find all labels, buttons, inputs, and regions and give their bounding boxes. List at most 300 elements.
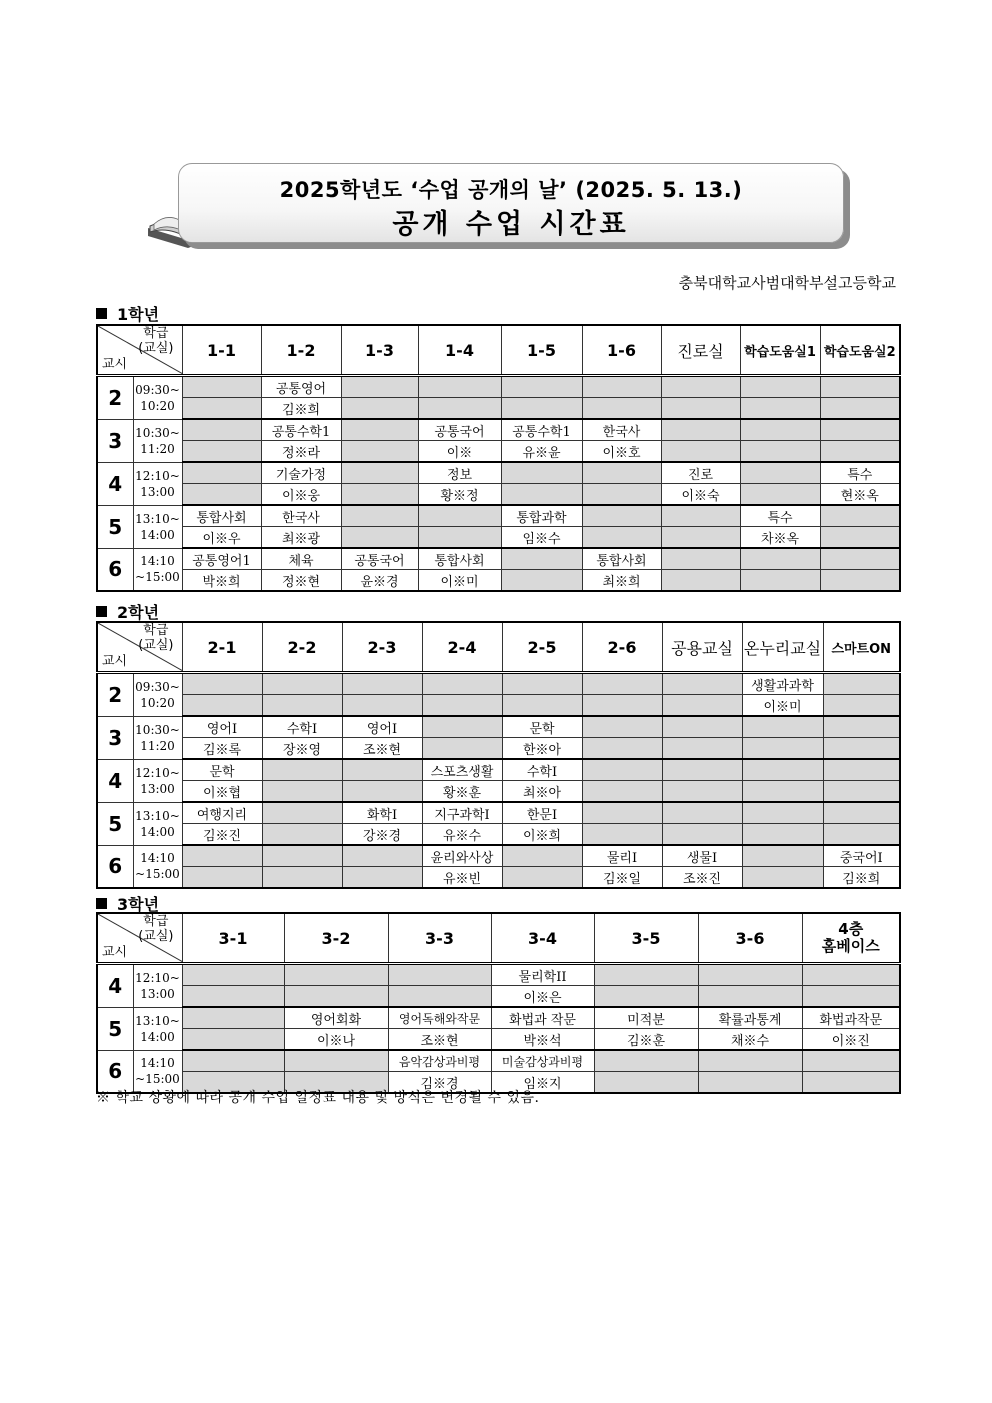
- table-row: [97, 986, 900, 1008]
- subject-cell: [662, 716, 742, 738]
- teacher-cell: [262, 781, 342, 803]
- column-header: 3-5: [594, 913, 698, 964]
- teacher-cell: [820, 570, 900, 592]
- column-header: 3-6: [698, 913, 802, 964]
- period-number: 3: [97, 716, 133, 759]
- teacher-cell: 이※희: [502, 824, 582, 846]
- subject-cell: 수학I: [502, 759, 582, 781]
- period-number: 6: [97, 548, 133, 591]
- subject-cell: 물리I: [582, 845, 662, 867]
- teacher-cell: [582, 781, 662, 803]
- period-number: 5: [97, 1007, 133, 1050]
- subject-cell: [661, 505, 740, 527]
- table-row: [97, 419, 900, 441]
- subject-cell: [501, 376, 582, 398]
- teacher-cell: [182, 1029, 284, 1051]
- teacher-cell: [661, 398, 740, 420]
- period-number: 4: [97, 462, 133, 505]
- subject-cell: 문학: [182, 759, 262, 781]
- teacher-cell: [342, 867, 422, 889]
- teacher-cell: [823, 738, 900, 760]
- subject-cell: 공통국어: [341, 548, 418, 570]
- teacher-cell: 황※정: [418, 484, 501, 506]
- subject-cell: [802, 964, 900, 986]
- subject-cell: 생활과과학: [742, 673, 823, 695]
- corner-label-period: 교시: [102, 945, 128, 960]
- subject-cell: 한문I: [502, 802, 582, 824]
- teacher-cell: [582, 398, 661, 420]
- subject-cell: [422, 716, 502, 738]
- teacher-cell: 장※영: [262, 738, 342, 760]
- teacher-cell: [698, 1072, 802, 1094]
- table-row: [97, 964, 900, 986]
- subject-cell: [820, 376, 900, 398]
- subject-cell: 통합사회: [582, 548, 661, 570]
- table-row: [97, 570, 900, 592]
- column-header: 2-2: [262, 622, 342, 673]
- column-header: 온누리교실: [742, 622, 823, 673]
- teacher-cell: [182, 986, 284, 1008]
- teacher-cell: [594, 986, 698, 1008]
- teacher-cell: [501, 398, 582, 420]
- table-row: [97, 484, 900, 506]
- teacher-cell: [582, 527, 661, 549]
- subject-cell: [502, 845, 582, 867]
- teacher-cell: 황※훈: [422, 781, 502, 803]
- column-header: 1-5: [501, 325, 582, 376]
- subject-cell: [262, 759, 342, 781]
- period-number: 4: [97, 759, 133, 802]
- subject-cell: 공통영어: [261, 376, 341, 398]
- grade1-heading: 1학년: [96, 302, 159, 325]
- subject-cell: [661, 419, 740, 441]
- subject-cell: 지구과학I: [422, 802, 502, 824]
- period-time: 14:10 ~15:00: [133, 1050, 182, 1093]
- table-row: [97, 376, 900, 398]
- teacher-cell: 조※현: [342, 738, 422, 760]
- subject-cell: [594, 1050, 698, 1072]
- subject-cell: [740, 376, 820, 398]
- teacher-cell: 이※미: [418, 570, 501, 592]
- subject-cell: [820, 505, 900, 527]
- subject-cell: [341, 505, 418, 527]
- subject-cell: 한국사: [261, 505, 341, 527]
- period-number: 3: [97, 419, 133, 462]
- teacher-cell: [182, 867, 262, 889]
- subject-cell: [182, 673, 262, 695]
- column-header: 4층 홈베이스: [802, 913, 900, 964]
- teacher-cell: [742, 738, 823, 760]
- table-row: [97, 505, 900, 527]
- column-header: 공용교실: [662, 622, 742, 673]
- subject-cell: [182, 419, 261, 441]
- subject-cell: [582, 505, 661, 527]
- teacher-cell: [740, 570, 820, 592]
- header-row: [97, 325, 900, 376]
- subject-cell: [418, 505, 501, 527]
- teacher-cell: 최※아: [502, 781, 582, 803]
- teacher-cell: 이※진: [802, 1029, 900, 1051]
- subject-cell: 물리학II: [491, 964, 594, 986]
- subject-cell: [823, 716, 900, 738]
- subject-cell: 통합과학: [501, 505, 582, 527]
- subject-cell: [802, 1050, 900, 1072]
- column-header: 진로실: [661, 325, 740, 376]
- table-row: [97, 845, 900, 867]
- teacher-cell: 유※빈: [422, 867, 502, 889]
- column-header: 1-3: [341, 325, 418, 376]
- subject-cell: 진로: [661, 462, 740, 484]
- subject-cell: [418, 376, 501, 398]
- period-number: 4: [97, 964, 133, 1008]
- teacher-cell: [740, 398, 820, 420]
- subject-cell: 체육: [261, 548, 341, 570]
- table-row: [97, 716, 900, 738]
- teacher-cell: [594, 1072, 698, 1094]
- subject-cell: 영어회화: [284, 1007, 388, 1029]
- subject-cell: [742, 759, 823, 781]
- corner-label-class: 학급 (교실): [138, 914, 174, 944]
- period-number: 5: [97, 505, 133, 548]
- teacher-cell: [820, 527, 900, 549]
- corner-cell: [97, 622, 182, 673]
- period-time: 10:30~ 11:20: [133, 716, 182, 759]
- subject-cell: 통합사회: [182, 505, 261, 527]
- grade3-table: [96, 912, 901, 1094]
- teacher-cell: [820, 398, 900, 420]
- subject-cell: 화법과 작문: [491, 1007, 594, 1029]
- teacher-cell: 박※희: [182, 570, 261, 592]
- subject-cell: [582, 673, 662, 695]
- subject-cell: [182, 1007, 284, 1029]
- teacher-cell: [418, 527, 501, 549]
- school-name: 충북대학교사범대학부설고등학교: [678, 274, 896, 292]
- teacher-cell: [662, 781, 742, 803]
- teacher-cell: [823, 824, 900, 846]
- teacher-cell: 이※미: [742, 695, 823, 717]
- teacher-cell: [182, 484, 261, 506]
- grade1-table: [96, 324, 901, 592]
- table-row: [97, 867, 900, 889]
- subject-cell: 영어독해와작문: [388, 1007, 491, 1029]
- column-header: 3-3: [388, 913, 491, 964]
- table-row: [97, 673, 900, 695]
- teacher-cell: [740, 441, 820, 463]
- teacher-cell: [662, 738, 742, 760]
- teacher-cell: 김※희: [261, 398, 341, 420]
- subject-cell: 확률과통계: [698, 1007, 802, 1029]
- period-number: 5: [97, 802, 133, 845]
- teacher-cell: [262, 824, 342, 846]
- teacher-cell: [341, 527, 418, 549]
- grade2-heading: 2학년: [96, 600, 159, 623]
- subject-cell: [182, 964, 284, 986]
- page-title: 공개 수업 시간표: [392, 209, 630, 240]
- subject-cell: [262, 802, 342, 824]
- subject-cell: [582, 759, 662, 781]
- period-time: 14:10 ~15:00: [133, 845, 182, 888]
- subject-cell: [262, 673, 342, 695]
- teacher-cell: 김※일: [582, 867, 662, 889]
- column-header: 2-6: [582, 622, 662, 673]
- teacher-cell: [501, 570, 582, 592]
- column-header: 2-1: [182, 622, 262, 673]
- subject-cell: [182, 845, 262, 867]
- teacher-cell: 윤※경: [341, 570, 418, 592]
- teacher-cell: 임※수: [501, 527, 582, 549]
- column-header: 1-6: [582, 325, 661, 376]
- subject-cell: [341, 419, 418, 441]
- teacher-cell: [582, 738, 662, 760]
- teacher-cell: [342, 695, 422, 717]
- subject-cell: [740, 462, 820, 484]
- teacher-cell: 김※록: [182, 738, 262, 760]
- subject-cell: 공통국어: [418, 419, 501, 441]
- teacher-cell: 이※나: [284, 1029, 388, 1051]
- teacher-cell: [823, 695, 900, 717]
- column-header: 3-2: [284, 913, 388, 964]
- teacher-cell: [262, 695, 342, 717]
- subject-cell: [342, 845, 422, 867]
- teacher-cell: [698, 986, 802, 1008]
- column-header: 1-1: [182, 325, 261, 376]
- subject-cell: [262, 845, 342, 867]
- teacher-cell: [388, 986, 491, 1008]
- teacher-cell: [661, 570, 740, 592]
- title-banner: [178, 163, 844, 243]
- period-time: 09:30~ 10:20: [133, 673, 182, 717]
- subject-cell: 여행지리: [182, 802, 262, 824]
- square-bullet-icon: [96, 308, 107, 319]
- subject-cell: 미적분: [594, 1007, 698, 1029]
- grade2-table: [96, 621, 901, 889]
- teacher-cell: 김※진: [182, 824, 262, 846]
- column-header: 3-1: [182, 913, 284, 964]
- teacher-cell: 박※석: [491, 1029, 594, 1051]
- subject-cell: [820, 419, 900, 441]
- corner-cell: [97, 913, 182, 964]
- subject-cell: [823, 759, 900, 781]
- header-row: [97, 913, 900, 964]
- table-row: [97, 824, 900, 846]
- period-time: 13:10~ 14:00: [133, 1007, 182, 1050]
- subject-cell: 중국어I: [823, 845, 900, 867]
- teacher-cell: [422, 695, 502, 717]
- table-row: [97, 738, 900, 760]
- teacher-cell: 정※라: [261, 441, 341, 463]
- subject-cell: 생물I: [662, 845, 742, 867]
- subject-cell: [582, 802, 662, 824]
- subject-cell: [422, 673, 502, 695]
- teacher-cell: [662, 824, 742, 846]
- teacher-cell: 조※진: [662, 867, 742, 889]
- subject-cell: 윤리와사상: [422, 845, 502, 867]
- teacher-cell: [502, 695, 582, 717]
- subject-cell: [182, 1050, 284, 1072]
- teacher-cell: 김※희: [823, 867, 900, 889]
- teacher-cell: 이※협: [182, 781, 262, 803]
- table-row: [97, 759, 900, 781]
- subject-cell: [342, 673, 422, 695]
- teacher-cell: [341, 484, 418, 506]
- teacher-cell: 유※수: [422, 824, 502, 846]
- teacher-cell: [742, 867, 823, 889]
- column-header: 2-4: [422, 622, 502, 673]
- subject-cell: [502, 673, 582, 695]
- teacher-cell: 현※옥: [820, 484, 900, 506]
- teacher-cell: [422, 738, 502, 760]
- subject-cell: [742, 716, 823, 738]
- footnote: ※ 학교 상황에 따라 공개 수업 일정표 내용 및 방식은 변경될 수 있음.: [96, 1090, 540, 1106]
- subject-cell: [388, 964, 491, 986]
- subject-cell: 음악감상과비평: [388, 1050, 491, 1072]
- period-number: 2: [97, 376, 133, 420]
- teacher-cell: [582, 484, 661, 506]
- subject-cell: [182, 462, 261, 484]
- subject-cell: 영어I: [182, 716, 262, 738]
- subject-cell: [740, 419, 820, 441]
- teacher-cell: 김※경: [388, 1072, 491, 1094]
- subject-cell: [662, 802, 742, 824]
- teacher-cell: 이※숙: [661, 484, 740, 506]
- subject-cell: [740, 548, 820, 570]
- subject-cell: 기술가정: [261, 462, 341, 484]
- teacher-cell: 이※웅: [261, 484, 341, 506]
- column-header: 1-2: [261, 325, 341, 376]
- subject-cell: [742, 845, 823, 867]
- teacher-cell: [823, 781, 900, 803]
- teacher-cell: [262, 867, 342, 889]
- subject-cell: 화법과작문: [802, 1007, 900, 1029]
- period-number: 6: [97, 845, 133, 888]
- column-header: 2-5: [502, 622, 582, 673]
- teacher-cell: [182, 441, 261, 463]
- table-row: [97, 1007, 900, 1029]
- subject-cell: 공통수학1: [501, 419, 582, 441]
- subject-cell: 화학I: [342, 802, 422, 824]
- teacher-cell: 김※훈: [594, 1029, 698, 1051]
- table-row: [97, 441, 900, 463]
- teacher-cell: 이※호: [582, 441, 661, 463]
- period-time: 13:10~ 14:00: [133, 802, 182, 845]
- subject-cell: [182, 376, 261, 398]
- column-header: 1-4: [418, 325, 501, 376]
- subject-cell: 공통수학1: [261, 419, 341, 441]
- subject-cell: [341, 376, 418, 398]
- subject-cell: 한국사: [582, 419, 661, 441]
- corner-label-period: 교시: [102, 357, 128, 372]
- header-row: [97, 622, 900, 673]
- subject-cell: 스포츠생활: [422, 759, 502, 781]
- period-time: 10:30~ 11:20: [133, 419, 182, 462]
- period-number: 6: [97, 1050, 133, 1093]
- corner-label-period: 교시: [102, 654, 128, 669]
- subject-cell: [582, 462, 661, 484]
- teacher-cell: [661, 527, 740, 549]
- teacher-cell: 채※수: [698, 1029, 802, 1051]
- table-row: [97, 462, 900, 484]
- period-time: 14:10 ~15:00: [133, 548, 182, 591]
- period-time: 12:10~ 13:00: [133, 964, 182, 1008]
- subject-cell: 통합사회: [418, 548, 501, 570]
- period-time: 13:10~ 14:00: [133, 505, 182, 548]
- subject-cell: [284, 964, 388, 986]
- teacher-cell: 유※윤: [501, 441, 582, 463]
- column-header: 학습도움실2: [820, 325, 900, 376]
- teacher-cell: 최※희: [582, 570, 661, 592]
- teacher-cell: 한※아: [502, 738, 582, 760]
- teacher-cell: [182, 695, 262, 717]
- table-row: [97, 1050, 900, 1072]
- period-time: 09:30~ 10:20: [133, 376, 182, 420]
- teacher-cell: [341, 398, 418, 420]
- subject-cell: [284, 1050, 388, 1072]
- title-line1: 2025학년도 ‘수업 공개의 날’ (2025. 5. 13.): [279, 178, 743, 202]
- column-header: 학습도움실1: [740, 325, 820, 376]
- subject-cell: 수학I: [262, 716, 342, 738]
- table-row: [97, 1029, 900, 1051]
- teacher-cell: [502, 867, 582, 889]
- subject-cell: 공통영어1: [182, 548, 261, 570]
- period-time: 12:10~ 13:00: [133, 462, 182, 505]
- teacher-cell: [501, 484, 582, 506]
- subject-cell: [501, 548, 582, 570]
- subject-cell: 미술감상과비평: [491, 1050, 594, 1072]
- table-row: [97, 527, 900, 549]
- period-number: 2: [97, 673, 133, 717]
- subject-cell: 문학: [502, 716, 582, 738]
- subject-cell: 영어I: [342, 716, 422, 738]
- teacher-cell: [740, 484, 820, 506]
- teacher-cell: [742, 824, 823, 846]
- subject-cell: [823, 802, 900, 824]
- subject-cell: [341, 462, 418, 484]
- subject-cell: [662, 673, 742, 695]
- subject-cell: [501, 462, 582, 484]
- table-row: [97, 781, 900, 803]
- teacher-cell: [802, 986, 900, 1008]
- teacher-cell: 이※은: [491, 986, 594, 1008]
- subject-cell: 정보: [418, 462, 501, 484]
- teacher-cell: [742, 781, 823, 803]
- square-bullet-icon: [96, 606, 107, 617]
- teacher-cell: [182, 398, 261, 420]
- teacher-cell: 임※지: [491, 1072, 594, 1094]
- period-time: 12:10~ 13:00: [133, 759, 182, 802]
- column-header: 3-4: [491, 913, 594, 964]
- corner-cell: [97, 325, 182, 376]
- table-row: [97, 802, 900, 824]
- teacher-cell: [418, 398, 501, 420]
- subject-cell: [823, 673, 900, 695]
- subject-cell: [661, 548, 740, 570]
- column-header: 2-3: [342, 622, 422, 673]
- teacher-cell: [284, 986, 388, 1008]
- teacher-cell: [582, 824, 662, 846]
- teacher-cell: [820, 441, 900, 463]
- teacher-cell: 이※우: [182, 527, 261, 549]
- teacher-cell: 조※현: [388, 1029, 491, 1051]
- teacher-cell: [342, 781, 422, 803]
- teacher-cell: [662, 695, 742, 717]
- teacher-cell: [661, 441, 740, 463]
- table-row: [97, 398, 900, 420]
- corner-label-class: 학급 (교실): [138, 326, 174, 356]
- teacher-cell: [341, 441, 418, 463]
- grade3-heading: 3학년: [96, 892, 159, 915]
- subject-cell: [594, 964, 698, 986]
- corner-label-class: 학급 (교실): [138, 623, 174, 653]
